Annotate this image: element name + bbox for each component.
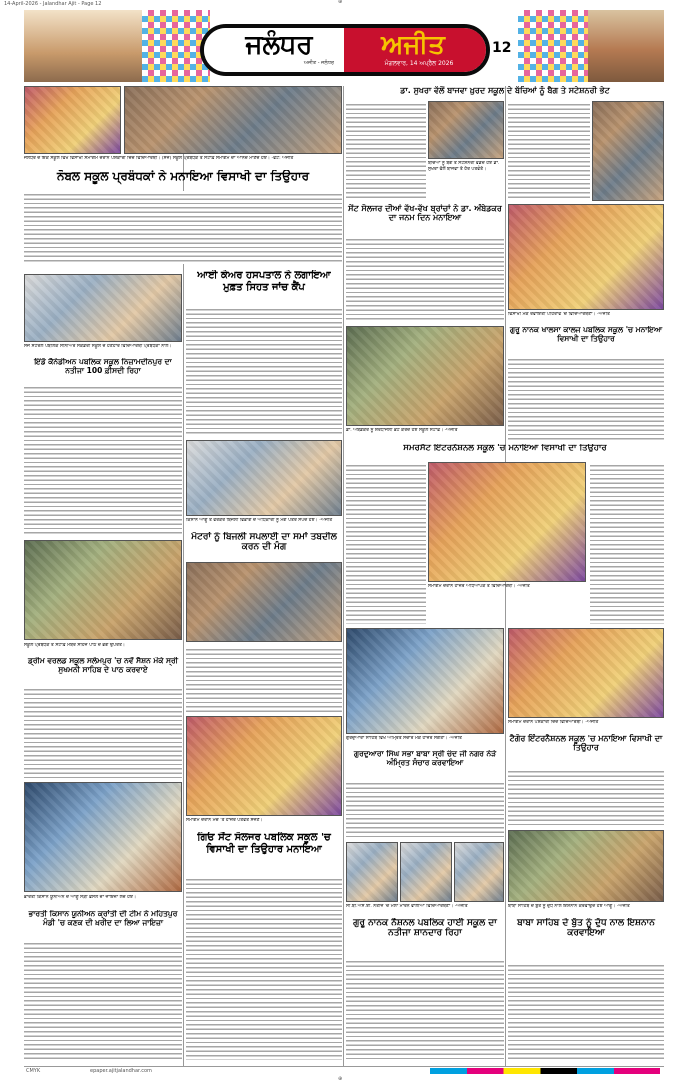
registration-mark-icon: ⊕: [338, 0, 343, 5]
article-10-headline: ਗੁਰੂ ਨਾਨਕ ਖਾਲਸਾ ਕਾਲਜ ਪਬਲਿਕ ਸਕੂਲ 'ਚ ਮਨਾਇਆ ਵਿਸਾਖੀ ਦਾ ਤਿਉਹਾਰ: [509, 326, 663, 343]
masthead-right-word: ਅਜੀਤ: [381, 30, 445, 60]
masthead-left-word: ਜਲੰਧਰ: [245, 30, 313, 60]
article-5-caption: ਸਕੂਲ ਪ੍ਰਬੰਧਕ ਤੇ ਸਟਾਫ਼ ਮੈਂਬਰ ਸਹਿਜ ਪਾਠ ਦੇ ਭੋਗ ਉਪਰੰਤ।: [24, 643, 126, 648]
article-1-caption: ਜਲੰਧਰ ਦੇ ਇੱਕ ਸਕੂਲ ਵਿਖੇ ਵਿਸਾਖੀ ਸਮਾਗਮ ਦੌਰਾਨ ਪੇਸ਼ਕਾਰੀ ਦਿੰਦੇ ਵਿਦਿਆਰਥੀ। (ਸੱਜੇ) ਸਕੂਲ ਪ੍ਰਬੰਧਕ ਤੇ ਸਟਾਫ਼ ਸਮਾਗਮ ਦਾ ਆਨੰਦ ਮਾਣਦੇ ਹੋਏ। -ਫੋਟੋ: ਅਜੀਤ: [24, 156, 294, 161]
article-13-photo-1: [346, 842, 398, 902]
article-8-photo: [428, 101, 504, 159]
article-14-headline: ਟੈਗੋਰ ਇੰਟਰਨੈਸ਼ਨਲ ਸਕੂਲ 'ਚ ਮਨਾਇਆ ਵਿਸਾਖੀ ਦਾ ਤਿਉਹਾਰ: [509, 734, 663, 753]
article-11-body-right: [590, 462, 664, 624]
article-11-body: [346, 462, 426, 624]
article-13-caption: ਸੀ.ਬੀ.ਐੱਸ.ਈ. ਨਤੀਜੇ 'ਚ ਮੱਲਾਂ ਮਾਰਨ ਵਾਲੀਆਂ ਵਿਦਿਆਰਥਣਾਂ। -ਅਜੀਤ: [346, 904, 468, 909]
article-8-body-right: [508, 101, 590, 201]
article-12-caption: ਗੁਰਦੁਆਰਾ ਸਾਹਿਬ ਵਿਖੇ ਅੰਮ੍ਰਿਤ ਸੰਚਾਰ ਮੌਕੇ ਹਾਜ਼ਰ ਸੰਗਤਾਂ। -ਅਜੀਤ: [346, 736, 462, 741]
article-14-caption: ਸਮਾਗਮ ਦੌਰਾਨ ਪੇਸ਼ਕਾਰੀ ਦਿੰਦੇ ਵਿਦਿਆਰਥੀ। -ਅਜੀਤ: [508, 720, 599, 725]
article-9-body: [346, 236, 504, 322]
article-14-body: [508, 768, 664, 826]
article-8-caption: ਬੱਚਿਆਂ ਨੂੰ ਬੈਗ ਤੇ ਸਟੇਸ਼ਨਰੀ ਵੰਡਦੇ ਹੋਏ ਡਾ. ਸੁਖਰਾ ਵੱਲੋਂ ਬਾਜਵਾ ਤੇ ਹੋਰ ਪਤਵੰਤੇ।: [428, 161, 500, 172]
article-8-headline: ਡਾ. ਸੁਖਰਾ ਵੱਲੋਂ ਬਾਜਵਾ ਖ਼ੁਰਦ ਸਕੂਲ ਦੇ ਬੱਚਿਆਂ ਨੂੰ ਬੈਗ ਤੇ ਸਟੇਸ਼ਨਰੀ ਭੇਟ: [400, 86, 610, 95]
article-6-headline: ਗਿਓ ਸੇਂਟ ਸੋਲਜਰ ਪਬਲਿਕ ਸਕੂਲ 'ਚ ਵਿਸਾਖੀ ਦਾ ਤਿਉਹਾਰ ਮਨਾਇਆ: [197, 832, 331, 855]
article-13-body: [346, 958, 504, 1060]
page-number: 12: [492, 40, 512, 56]
article-4-headline: ਮੋਟਰਾਂ ਨੂੰ ਬਿਜਲੀ ਸਪਲਾਈ ਦਾ ਸਮਾਂ ਤਬਦੀਲ ਕਰਨ ਦੀ ਮੰਗ: [191, 532, 337, 553]
masthead-photo-left: [24, 10, 142, 82]
article-10-photo: [508, 204, 664, 310]
print-slug: 14-April-2026 - Jalandhar Ajit - Page 12: [4, 1, 102, 7]
article-7-caption: ਭਾਰਤੀ ਕਿਸਾਨ ਯੂਨੀਅਨ ਦੇ ਆਗੂ ਸੜੀ ਫ਼ਸਲ ਦਾ ਜਾਇਜ਼ਾ ਲੈਂਦੇ ਹੋਏ।: [24, 895, 137, 900]
article-12-headline: ਗੁਰਦੁਆਰਾ ਸਿੰਘ ਸਭਾ ਬਾਬਾ ਸ੍ਰੀ ਚੰਦ ਜੀ ਨਗਰ ਨੇੜੇ ਅੰਮ੍ਰਿਤ ਸੰਚਾਰ ਕਰਵਾਇਆ: [353, 750, 497, 767]
article-2-body: [24, 384, 182, 534]
masthead-date: ਮੰਗਲਵਾਰ, 14 ਅਪ੍ਰੈਲ 2026: [384, 60, 454, 67]
article-13-headline: ਗੁਰੂ ਨਾਨਕ ਨੈਸ਼ਨਲ ਪਬਲਿਕ ਹਾਈ ਸਕੂਲ ਦਾ ਨਤੀਜਾ ਸ਼ਾਨਦਾਰ ਰਿਹਾ: [353, 918, 497, 939]
article-13-photo-3: [454, 842, 504, 902]
article-12-photo: [346, 628, 504, 734]
article-5-headline: ਡ੍ਰੀਮ ਵਰਲਡ ਸਕੂਲ ਸਲੇਮਪੁਰ 'ਚ ਨਵੇਂ ਸੈਸ਼ਨ ਮੌਕੇ ਸ੍ਰੀ ਸੁਖਮਨੀ ਸਾਹਿਬ ਦੇ ਪਾਠ ਕਰਵਾਏ: [28, 657, 178, 674]
color-bar: [430, 1068, 660, 1074]
masthead: [24, 10, 664, 82]
article-8-photo-right: [592, 101, 664, 201]
article-9-headline: ਸੇਂਟ ਸੋਲਜਰ ਦੀਆਂ ਵੱਖ-ਵੱਖ ਬ੍ਰਾਂਚਾਂ ਨੇ ਡਾ. ਅੰਬੇਡਕਰ ਦਾ ਜਨਮ ਦਿਨ ਮਨਾਇਆ: [348, 204, 502, 223]
article-4-body: [186, 646, 342, 712]
article-11-photo: [428, 462, 586, 582]
masthead-sub-left: ਅਜੀਤ - ਜਲੰਧਰ: [303, 60, 334, 66]
article-4-caption: ਕਿਸਾਨ ਆਗੂ ਤੇ ਵਰਕਰ ਬਿਜਲੀ ਵਿਭਾਗ ਦੇ ਅਧਿਕਾਰੀ ਨੂੰ ਮੰਗ ਪੱਤਰ ਸੌਂਪਦੇ ਹੋਏ। -ਅਜੀਤ: [186, 518, 333, 523]
article-1-headline: ਨੋਬਲ ਸਕੂਲ ਪ੍ਰਬੰਧਕਾਂ ਨੇ ਮਨਾਇਆ ਵਿਸਾਖੀ ਦਾ ਤਿਉਹਾਰ: [56, 170, 310, 183]
footer-cmyk: CMYK: [26, 1068, 41, 1074]
article-10-body: [508, 356, 664, 440]
article-7-body: [24, 940, 182, 1060]
article-4-photo-top: [186, 440, 342, 516]
article-11-caption: ਸਮਾਗਮ ਦੌਰਾਨ ਹਾਜ਼ਰ ਅਧਿਆਪਕ ਤੇ ਵਿਦਿਆਰਥੀ। -ਅਜੀਤ: [428, 584, 530, 589]
article-4-photo-bottom: [186, 562, 342, 642]
article-15-headline: ਬਾਬਾ ਸਾਹਿਬ ਦੇ ਬੁੱਤ ਨੂੰ ਦੁੱਧ ਨਾਲ ਇਸ਼ਨਾਨ ਕਰਵਾਇਆ: [517, 918, 655, 939]
article-11-headline: ਸੋਮਰਸੈੱਟ ਇੰਟਰਨੈਸ਼ਨਲ ਸਕੂਲ 'ਚ ਮਨਾਇਆ ਵਿਸਾਖੀ ਦਾ ਤਿਉਹਾਰ: [403, 444, 607, 453]
article-15-photo: [508, 830, 664, 902]
article-7-headline: ਭਾਰਤੀ ਕਿਸਾਨ ਯੂਨੀਅਨ ਕ੍ਰਾਂਤੀ ਦੀ ਟੀਮ ਨੇ ਮਹਿਤਪੁਰ ਮੰਡੀ 'ਚ ਕਣਕ ਦੀ ਖ਼ਰੀਦ ਦਾ ਲਿਆ ਜਾਇਜ਼ਾ: [28, 910, 178, 927]
article-15-caption: ਬਾਬਾ ਸਾਹਿਬ ਦੇ ਬੁੱਤ ਨੂੰ ਦੁੱਧ ਨਾਲ ਇਸ਼ਨਾਨ ਕਰਵਾਉਂਦੇ ਹੋਏ ਆਗੂ। -ਅਜੀਤ: [508, 904, 630, 909]
masthead-pattern-right: [518, 10, 588, 82]
registration-mark-icon-bottom: ⊕: [338, 1076, 343, 1082]
article-5-body: [24, 686, 182, 778]
article-5-photo: [24, 540, 182, 640]
article-8-body: [346, 101, 426, 201]
article-13-photo-2: [400, 842, 452, 902]
article-2-headline: ਇੰਡੋ ਕੈਨੇਡੀਅਨ ਪਬਲਿਕ ਸਕੂਲ ਨਿਜ਼ਾਮਦੀਨਪੁਰ ਦਾ ਨਤੀਜਾ 100 ਫ਼ੀਸਦੀ ਰਿਹਾ: [34, 358, 172, 375]
article-9-caption: ਡਾ. ਅੰਬੇਡਕਰ ਨੂੰ ਸ਼ਰਧਾਂਜਲੀ ਭੇਟ ਕਰਦੇ ਹੋਏ ਸਕੂਲ ਸਟਾਫ਼। -ਅਜੀਤ: [346, 428, 458, 433]
article-9-photo: [346, 326, 504, 426]
article-7-photo: [24, 782, 182, 892]
footer-url: epaper.ajitjalandhar.com: [90, 1068, 152, 1074]
article-1-photo-right: [124, 86, 342, 154]
article-15-body: [508, 962, 664, 1060]
masthead-banner: [200, 24, 490, 76]
article-6-body: [186, 876, 342, 1060]
article-2-caption: ਸੱਜੇ ਸੈਂਟਰਲ ਪਬਲਿਕ ਸੀਨੀਅਰ ਸੈਕੰਡਰੀ ਸਕੂਲ ਦੇ ਹੋਣਹਾਰ ਵਿਦਿਆਰਥੀ ਪ੍ਰਬੰਧਕਾਂ ਨਾਲ।: [24, 344, 172, 349]
article-10-caption: ਵਿਸਾਖੀ ਮੌਕੇ ਰਵਾਇਤੀ ਪਹਿਰਾਵੇ 'ਚ ਵਿਦਿਆਰਥਣਾਂ। -ਅਜੀਤ: [508, 312, 610, 317]
article-3-body: [186, 306, 342, 436]
article-1-body: [24, 191, 342, 264]
masthead-photo-right: [588, 10, 664, 82]
article-6-photo: [186, 716, 342, 816]
article-3-headline: ਆਈ ਕੇਅਰ ਹਸਪਤਾਲ ਨੇ ਲਗਾਇਆ ਮੁਫ਼ਤ ਸਿਹਤ ਜਾਂਚ ਕੈਂਪ: [197, 270, 331, 293]
article-14-photo: [508, 628, 664, 718]
article-6-caption: ਸਮਾਗਮ ਦੌਰਾਨ ਮੰਚ 'ਤੇ ਹਾਜ਼ਰ ਪਤਵੰਤੇ ਸੱਜਣ।: [186, 818, 263, 823]
article-12-body: [346, 780, 504, 838]
article-1-photo-left: [24, 86, 121, 154]
article-2-photo: [24, 274, 182, 342]
